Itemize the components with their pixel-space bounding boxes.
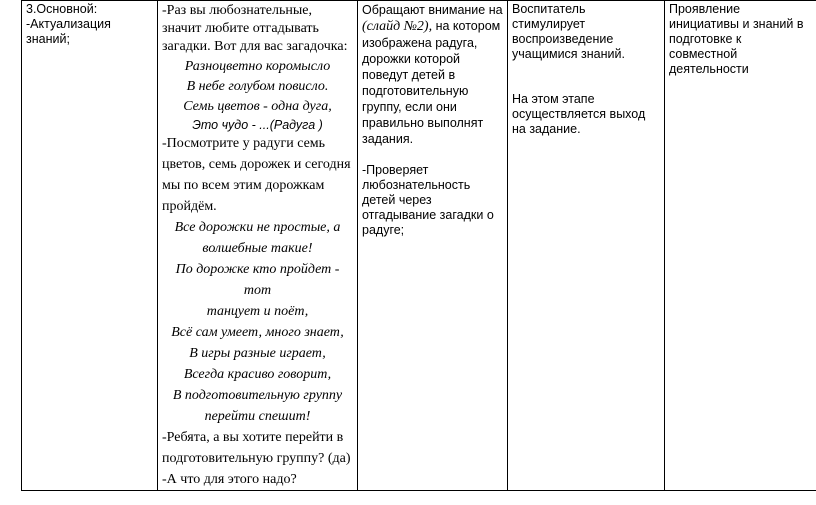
poem-line: По дорожке кто пройдет - тот — [175, 262, 340, 298]
stage-subtitle: -Актуализация знаний; — [26, 17, 111, 46]
method-cell — [508, 1, 665, 491]
children-activity-cell — [358, 1, 508, 491]
question-2: -А что для этого надо? — [162, 472, 297, 487]
result-text: Проявление инициативы и знаний в подготовке к совместной деятельности — [669, 2, 804, 76]
slide-reference: (слайд №2), — [362, 19, 433, 34]
table-row — [22, 1, 816, 491]
method-paragraph-1: Воспитатель стимулирует воспроизведение учащимися знаний. — [512, 2, 625, 61]
riddle-line: В небе голубом повисло. — [186, 79, 329, 94]
poem-line: Всегда красиво говорит, — [183, 367, 332, 382]
attention-rest: на котором изображена радуга, дорожки которой поведут детей в подготовительную группу, если они правильно выполнят задания. — [362, 19, 501, 146]
poem-line: В игры разные играет, — [189, 346, 326, 361]
paths-text: -Посмотрите у радуги семь цветов, семь дорожек и сегодня мы по всем этим дорожкам пройдём. — [162, 136, 351, 214]
teacher-intro: -Раз вы любознательные, значит любите отгадывать загадки. Вот для вас загадочка: — [162, 3, 348, 54]
poem-line: В подготовительную группу — [172, 388, 343, 403]
poem-line: танцует и поёт, — [206, 304, 309, 319]
stage-title: 3.Основной: — [26, 2, 98, 16]
poem-line: Всё сам умеет, много знает, — [171, 325, 344, 340]
poem-line: Все дорожки не простые, а — [174, 220, 341, 235]
question-1: -Ребята, а вы хотите перейти в подготовительную группу? (да) — [162, 430, 351, 466]
children-activity-text — [362, 2, 503, 147]
attention-lead: Обращают внимание на — [362, 3, 503, 17]
poem-line: перейти спешит! — [204, 409, 311, 424]
check-text: -Проверяет любознательность детей через отгадывание загадки о радуге; — [362, 163, 494, 237]
riddle-line: Семь цветов - одна дуга, — [183, 99, 332, 114]
poem-line: волшебные такие! — [202, 241, 313, 256]
stage-cell — [22, 1, 158, 491]
result-cell — [665, 1, 816, 491]
method-paragraph-2: На этом этапе осуществляется выход на задание. — [512, 92, 646, 136]
riddle-answer: Это чудо - ...(Радуга ) — [192, 118, 323, 132]
riddle-line: Разноцветно коромысло — [184, 59, 331, 74]
teacher-activity-cell — [158, 1, 358, 491]
lesson-plan-table — [21, 0, 816, 491]
